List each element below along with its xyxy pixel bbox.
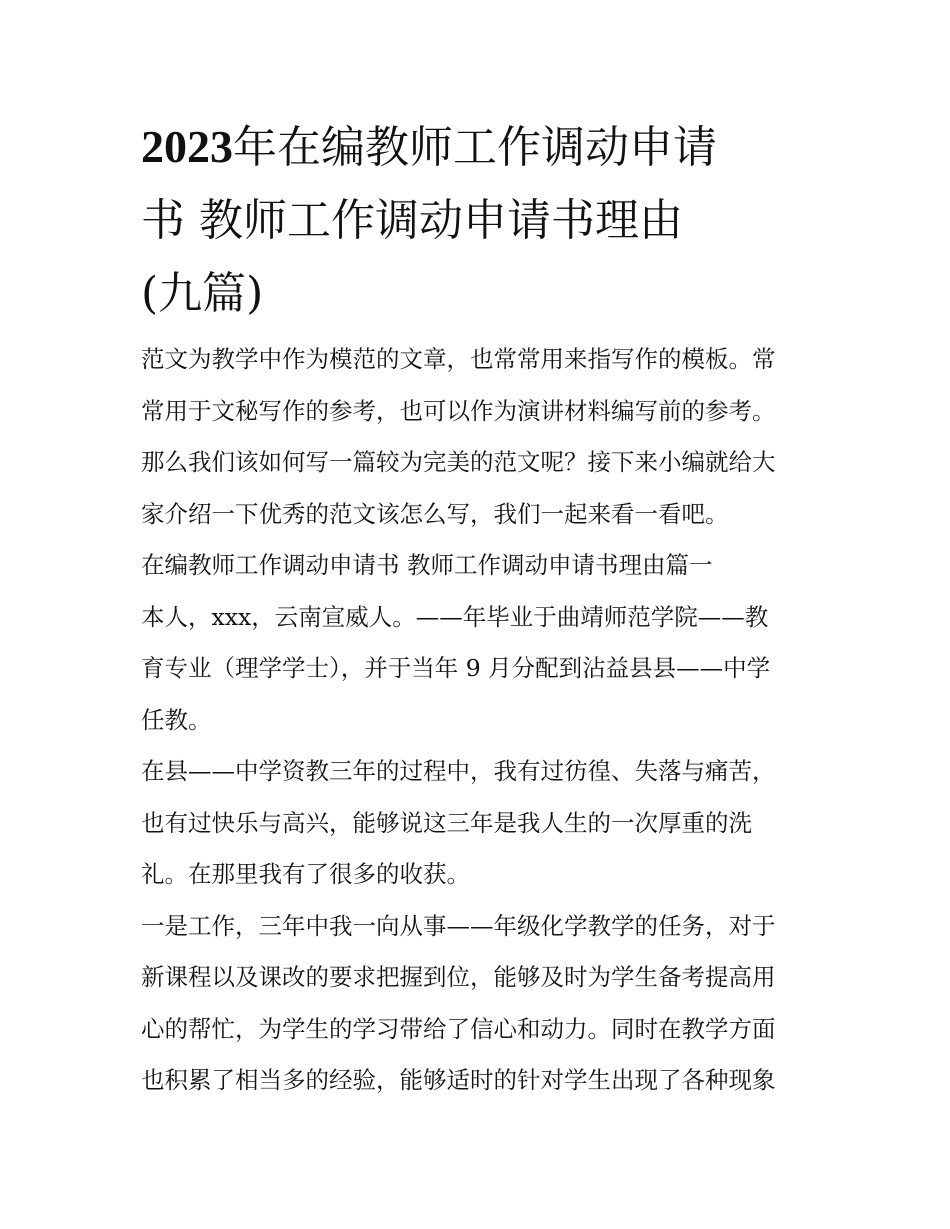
body-line: 范文为教学中作为模范的文章，也常常用来指写作的模板。常 [141, 345, 776, 373]
body-line: 那么我们该如何写一篇较为完美的范文呢？接下来小编就给大 [141, 448, 776, 476]
body-line: 新课程以及课改的要求把握到位，能够及时为学生备考提高用 [141, 963, 776, 991]
body-line: 一是工作，三年中我一向从事——年级化学教学的任务，对于 [141, 911, 776, 940]
body-line: 本人，xxx，云南宣威人。——年毕业于曲靖师范学院——教 [141, 602, 769, 631]
section-heading: 在编教师工作调动申请书 教师工作调动申请书理由篇一 [141, 551, 713, 579]
title-line-1-text: 年在编教师工作调动申请 [233, 122, 717, 173]
body-line: 家介绍一下优秀的范文该怎么写，我们一起来看一看吧。 [141, 499, 729, 528]
body-line: 也有过快乐与高兴，能够说这三年是我人生的一次厚重的洗 [141, 808, 752, 837]
title-year: 2023 [141, 121, 233, 172]
document-body [141, 334, 821, 1107]
body-line: 在县——中学资教三年的过程中，我有过彷徨、失落与痛苦， [141, 757, 776, 785]
body-line: 礼。在那里我有了很多的收获。 [141, 860, 470, 888]
document-title [141, 110, 821, 330]
title-line-2: 书 教师工作调动申请书理由 [141, 195, 683, 246]
body-line: 心的帮忙，为学生的学习带给了信心和动力。同时在教学方面 [141, 1014, 776, 1043]
title-line-3: (九篇) [141, 268, 264, 319]
body-line: 育专业（理学学士），并于当年 9 月分配到沾益县县——中学 [141, 654, 771, 682]
body-line: 也积累了相当多的经验，能够适时的针对学生出现了各种现象 [141, 1066, 776, 1094]
document-page [141, 110, 821, 1107]
title-line-1 [141, 110, 821, 184]
body-line: 任教。 [141, 705, 212, 734]
body-line: 常用于文秘写作的参考，也可以作为演讲材料编写前的参考。 [141, 396, 776, 425]
